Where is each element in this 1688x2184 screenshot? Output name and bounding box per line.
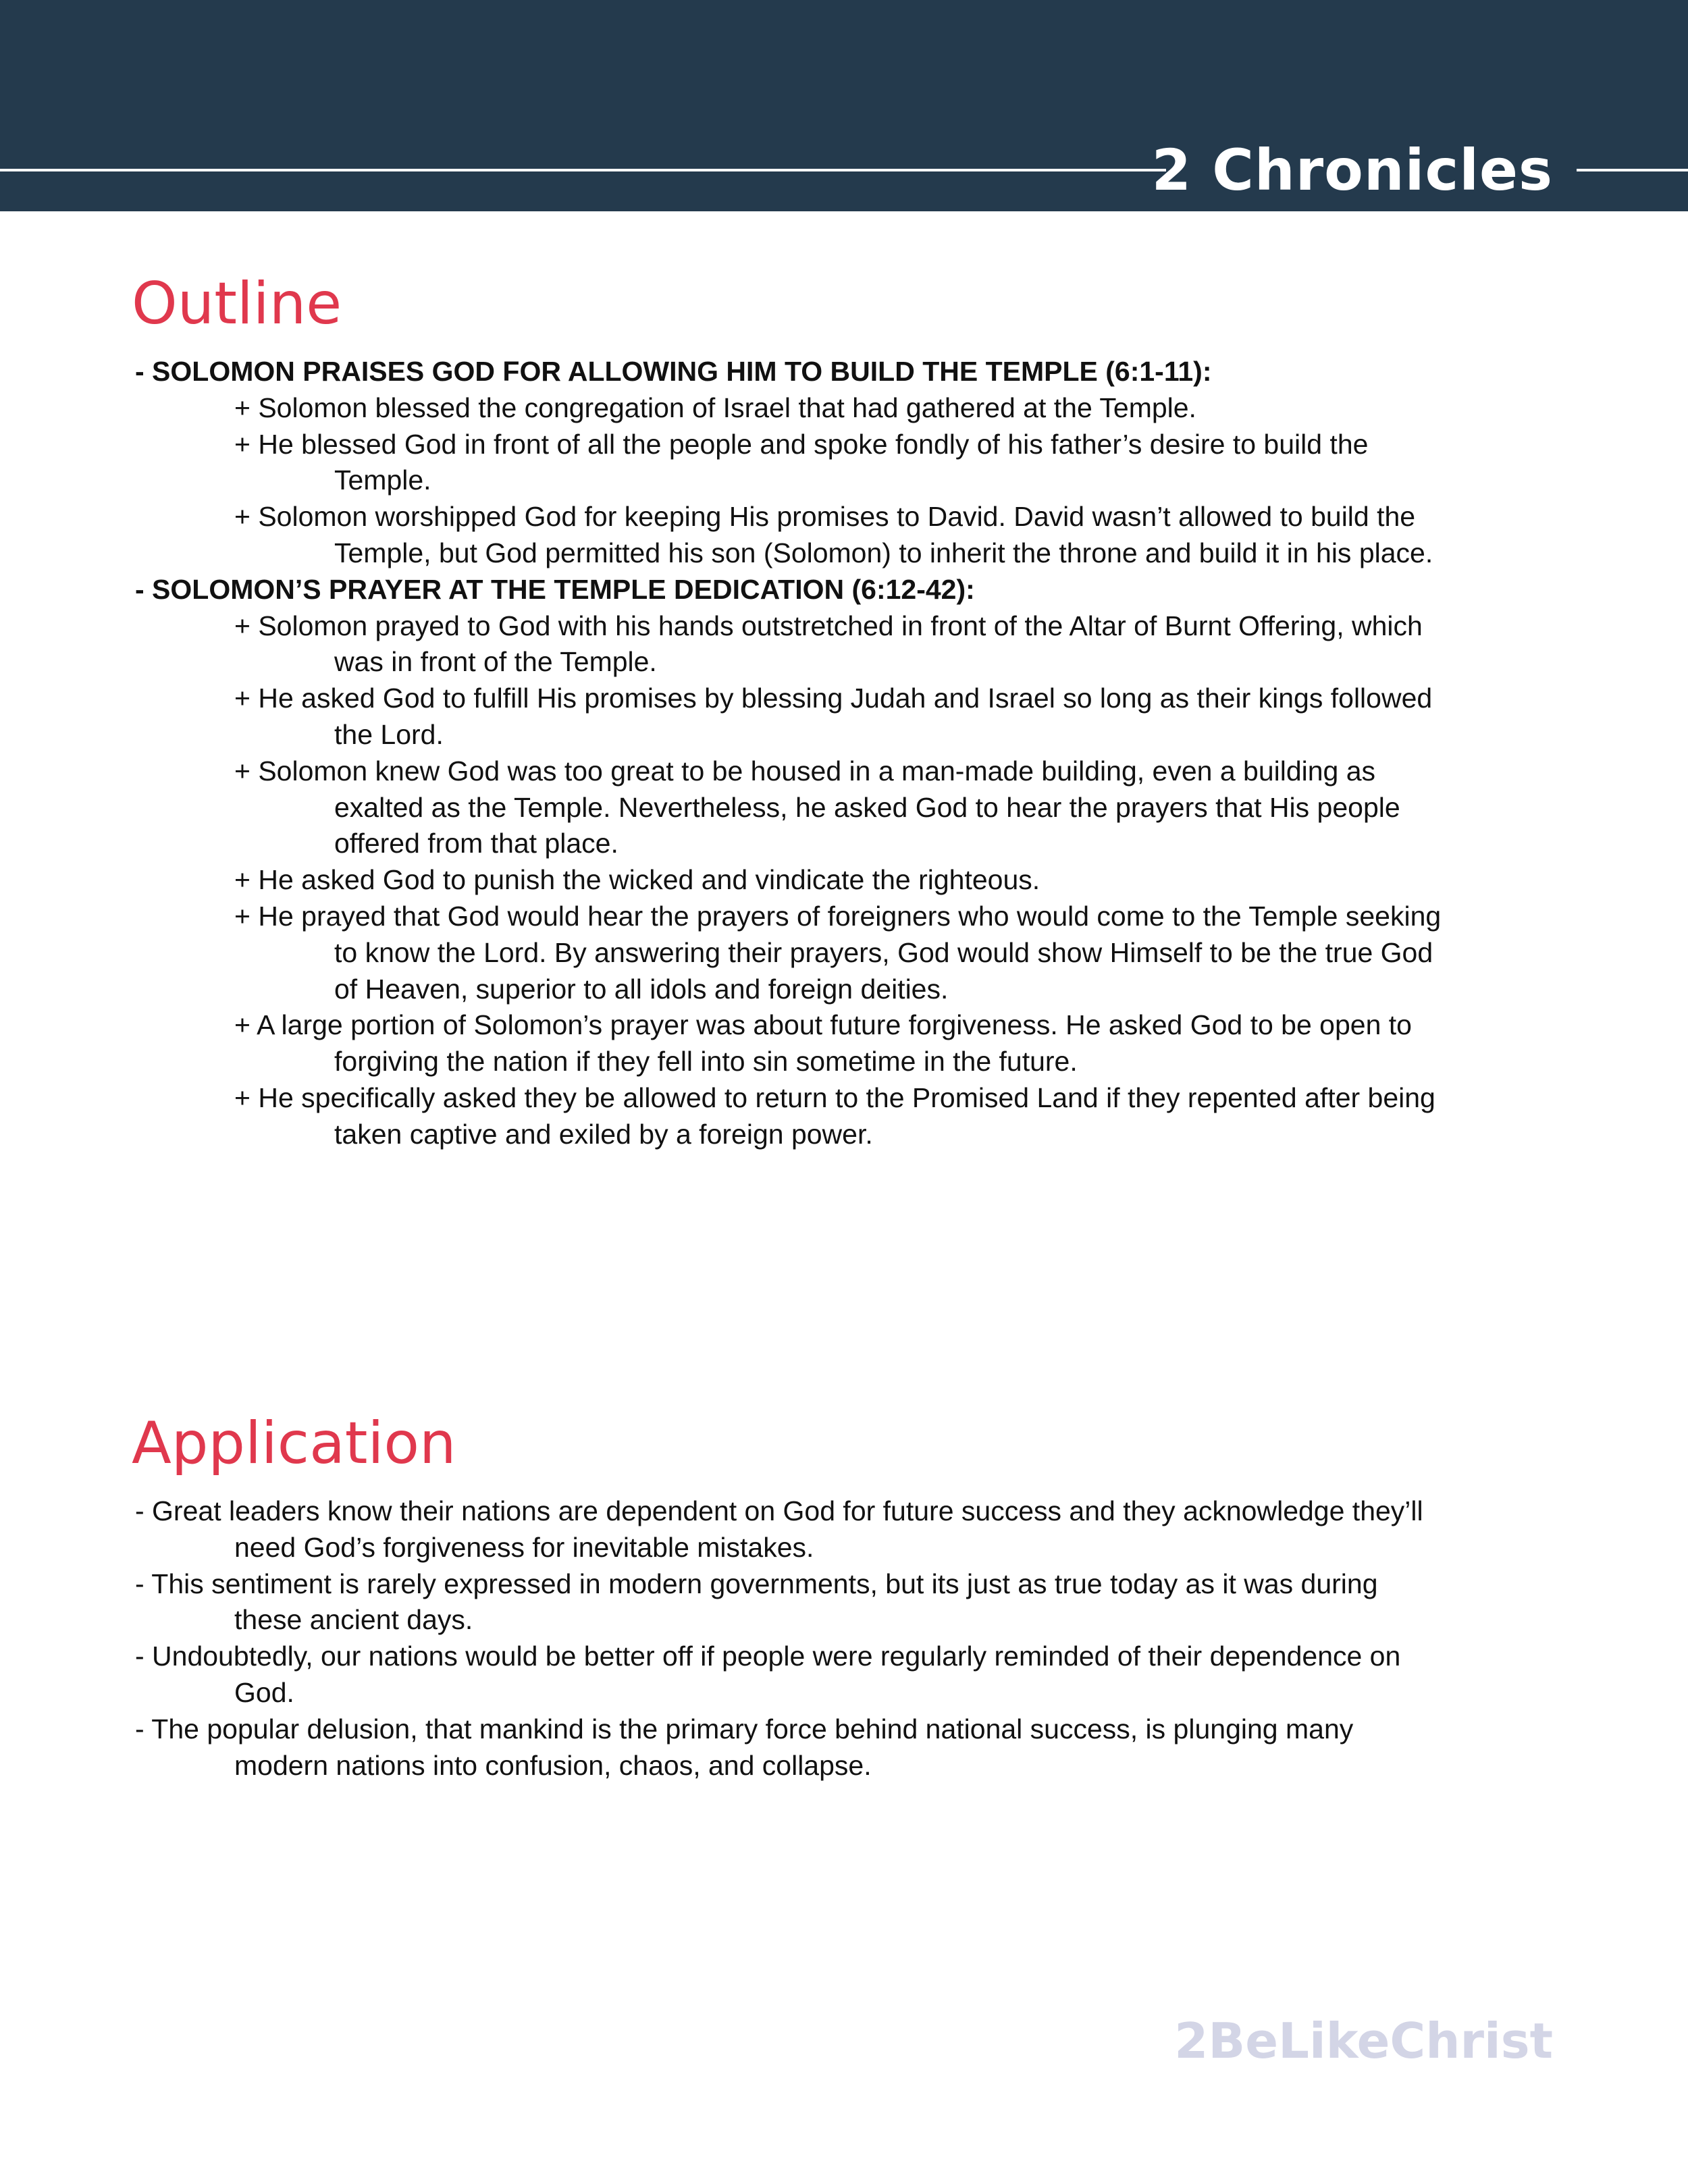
header-rule-left bbox=[0, 169, 1166, 171]
outline-point-continued: taken captive and exiled by a foreign power. bbox=[334, 1118, 873, 1150]
outline-point: + He specifically asked they be allowed to return to the Promised Land if they repented after being bbox=[234, 1082, 1435, 1113]
application-heading: Application bbox=[132, 1410, 456, 1477]
outline-section-heading: - SOLOMON PRAISES GOD FOR ALLOWING HIM TO BUILD THE TEMPLE (6:1-11): bbox=[135, 356, 1212, 387]
application-point-continued: modern nations into confusion, chaos, and collapse. bbox=[234, 1749, 872, 1781]
outline-point: + A large portion of Solomon’s prayer was about future forgiveness. He asked God to be open to bbox=[234, 1009, 1412, 1041]
outline-point: + Solomon prayed to God with his hands outstretched in front of the Altar of Burnt Offering, which bbox=[234, 610, 1423, 641]
outline-point-continued: the Lord. bbox=[334, 718, 444, 750]
outline-point: + He prayed that God would hear the prayers of foreigners who would come to the Temple seeking bbox=[234, 900, 1442, 932]
outline-point-continued: was in front of the Temple. bbox=[334, 646, 657, 678]
outline-point: + Solomon knew God was too great to be housed in a man-made building, even a building as bbox=[234, 755, 1376, 787]
application-point-continued: these ancient days. bbox=[234, 1604, 473, 1636]
outline-point: + Solomon worshipped God for keeping His promises to David. David wasn’t allowed to build the bbox=[234, 501, 1416, 533]
book-title: 2 Chronicles bbox=[1151, 137, 1553, 203]
outline-point: + Solomon blessed the congregation of Israel that had gathered at the Temple. bbox=[234, 392, 1196, 423]
brand-logo: 2BeLikeChrist bbox=[1174, 2013, 1553, 2069]
application-body bbox=[135, 1493, 1587, 1784]
outline-point-continued: of Heaven, superior to all idols and foreign deities. bbox=[334, 973, 949, 1005]
outline-point-continued: Temple, but God permitted his son (Solomon) to inherit the throne and build it in his place. bbox=[334, 537, 1433, 568]
outline-point: + He asked God to punish the wicked and vindicate the righteous. bbox=[234, 864, 1040, 896]
outline-point-continued: exalted as the Temple. Nevertheless, he asked God to hear the prayers that His people bbox=[334, 791, 1400, 823]
outline-section-heading: - SOLOMON’S PRAYER AT THE TEMPLE DEDICATION (6:12-42): bbox=[135, 573, 975, 605]
outline-heading: Outline bbox=[132, 270, 342, 338]
application-point-continued: need God’s forgiveness for inevitable mistakes. bbox=[234, 1531, 814, 1563]
outline-point-continued: forgiving the nation if they fell into sin sometime in the future. bbox=[334, 1046, 1078, 1077]
outline-body bbox=[135, 354, 1587, 1153]
application-point: - Great leaders know their nations are dependent on God for future success and they acknowledge they’ll bbox=[135, 1495, 1423, 1526]
application-point: - Undoubtedly, our nations would be better off if people were regularly reminded of their dependence on bbox=[135, 1641, 1401, 1672]
outline-point: + He blessed God in front of all the people and spoke fondly of his father’s desire to build the bbox=[234, 428, 1369, 460]
outline-point: + He asked God to fulfill His promises by blessing Judah and Israel so long as their kings followed bbox=[234, 683, 1433, 714]
outline-point-continued: Temple. bbox=[334, 464, 431, 496]
outline-point-continued: to know the Lord. By answering their prayers, God would show Himself to be the true God bbox=[334, 936, 1433, 968]
header-rule-right bbox=[1577, 169, 1688, 171]
application-point: - This sentiment is rarely expressed in modern governments, but its just as true today as it was during bbox=[135, 1568, 1378, 1599]
application-point: - The popular delusion, that mankind is the primary force behind national success, is plunging many bbox=[135, 1713, 1354, 1744]
outline-point-continued: offered from that place. bbox=[334, 828, 618, 859]
page-header bbox=[0, 0, 1688, 211]
application-point-continued: God. bbox=[234, 1676, 294, 1708]
